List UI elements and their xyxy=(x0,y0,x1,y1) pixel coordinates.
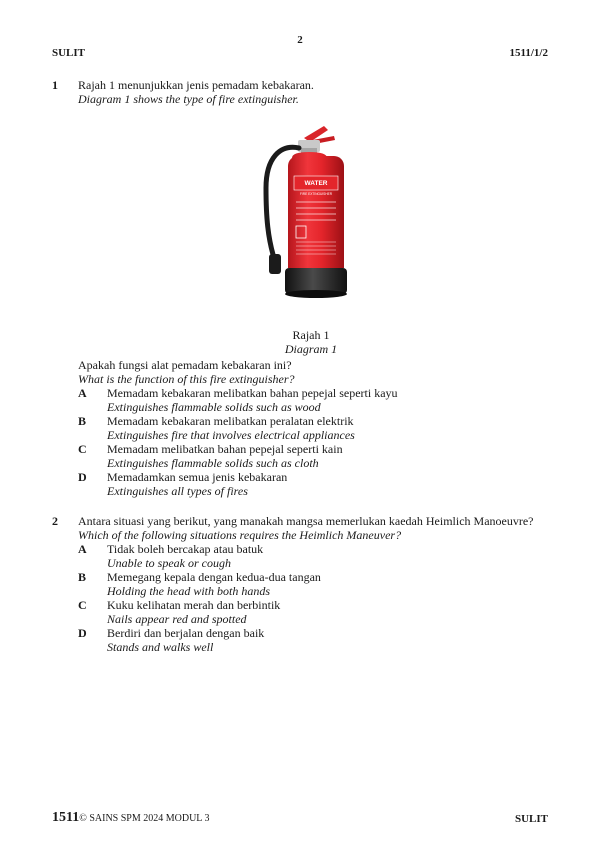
question-number: 2 xyxy=(52,514,58,528)
option-text-ms: Tidak boleh bercakap atau batuk xyxy=(107,542,264,556)
option-letter: C xyxy=(78,442,87,456)
option-text-en: Stands and walks well xyxy=(107,640,214,654)
question-stem-en: Which of the following situations requires the Heimlich Maneuver? xyxy=(78,528,402,542)
option-letter: A xyxy=(78,542,87,556)
question-ask-en: What is the function of this fire extinguisher? xyxy=(78,372,295,386)
figure-caption-en: Diagram 1 xyxy=(284,342,338,356)
option-letter: B xyxy=(78,414,87,428)
option-text-en: Extinguishes all types of fires xyxy=(107,484,248,498)
header-paper-code: 1511/1/2 xyxy=(509,47,548,59)
question-stem-ms: Antara situasi yang berikut, yang manakah mangsa memerlukan kaedah Heimlich Manoeuvre? xyxy=(78,514,534,528)
question-number: 1 xyxy=(52,78,58,92)
footer-copyright xyxy=(52,810,210,826)
fire-extinguisher-figure xyxy=(252,118,362,302)
option-letter: D xyxy=(78,626,87,640)
option-text-en: Nails appear red and spotted xyxy=(107,612,247,626)
option-text-ms: Memadamkan semua jenis kebakaran xyxy=(107,470,288,484)
figure-caption-ms: Rajah 1 xyxy=(292,328,330,342)
option-text-ms: Kuku kelihatan merah dan berbintik xyxy=(107,598,281,612)
option-letter: D xyxy=(78,470,87,484)
option-text-en: Holding the head with both hands xyxy=(107,584,270,598)
option-text-en: Extinguishes fire that involves electrical appliances xyxy=(107,428,355,442)
question-stem-ms: Rajah 1 menunjukkan jenis pemadam kebakaran. xyxy=(78,78,314,92)
footer-text: © SAINS SPM 2024 MODUL 3 xyxy=(79,813,210,824)
extinguisher-label-sub: FIRE EXTINGUISHER xyxy=(299,192,333,196)
extinguisher-label-main: WATER xyxy=(304,180,328,187)
option-text-ms: Memegang kepala dengan kedua-dua tangan xyxy=(107,570,321,584)
option-text-en: Extinguishes flammable solids such as cloth xyxy=(107,456,319,470)
option-text-en: Unable to speak or cough xyxy=(107,556,231,570)
option-text-ms: Memadam melibatkan bahan pepejal seperti kain xyxy=(107,442,343,456)
page-number: 2 xyxy=(297,34,303,46)
question-stem-en: Diagram 1 shows the type of fire extinguisher. xyxy=(78,92,299,106)
option-letter: A xyxy=(78,386,87,400)
footer-paper-code: 1511 xyxy=(52,810,80,825)
question-ask-ms: Apakah fungsi alat pemadam kebakaran ini? xyxy=(78,358,292,372)
option-letter: C xyxy=(78,598,87,612)
header-classification: SULIT xyxy=(52,47,86,59)
option-text-ms: Berdiri dan berjalan dengan baik xyxy=(107,626,265,640)
option-text-ms: Memadam kebakaran melibatkan bahan pepejal seperti kayu xyxy=(107,386,398,400)
fire-extinguisher-icon xyxy=(252,118,362,302)
option-text-en: Extinguishes flammable solids such as wood xyxy=(107,400,321,414)
footer-classification: SULIT xyxy=(514,813,548,825)
option-letter: B xyxy=(78,570,87,584)
option-text-ms: Memadam kebakaran melibatkan peralatan elektrik xyxy=(107,414,354,428)
